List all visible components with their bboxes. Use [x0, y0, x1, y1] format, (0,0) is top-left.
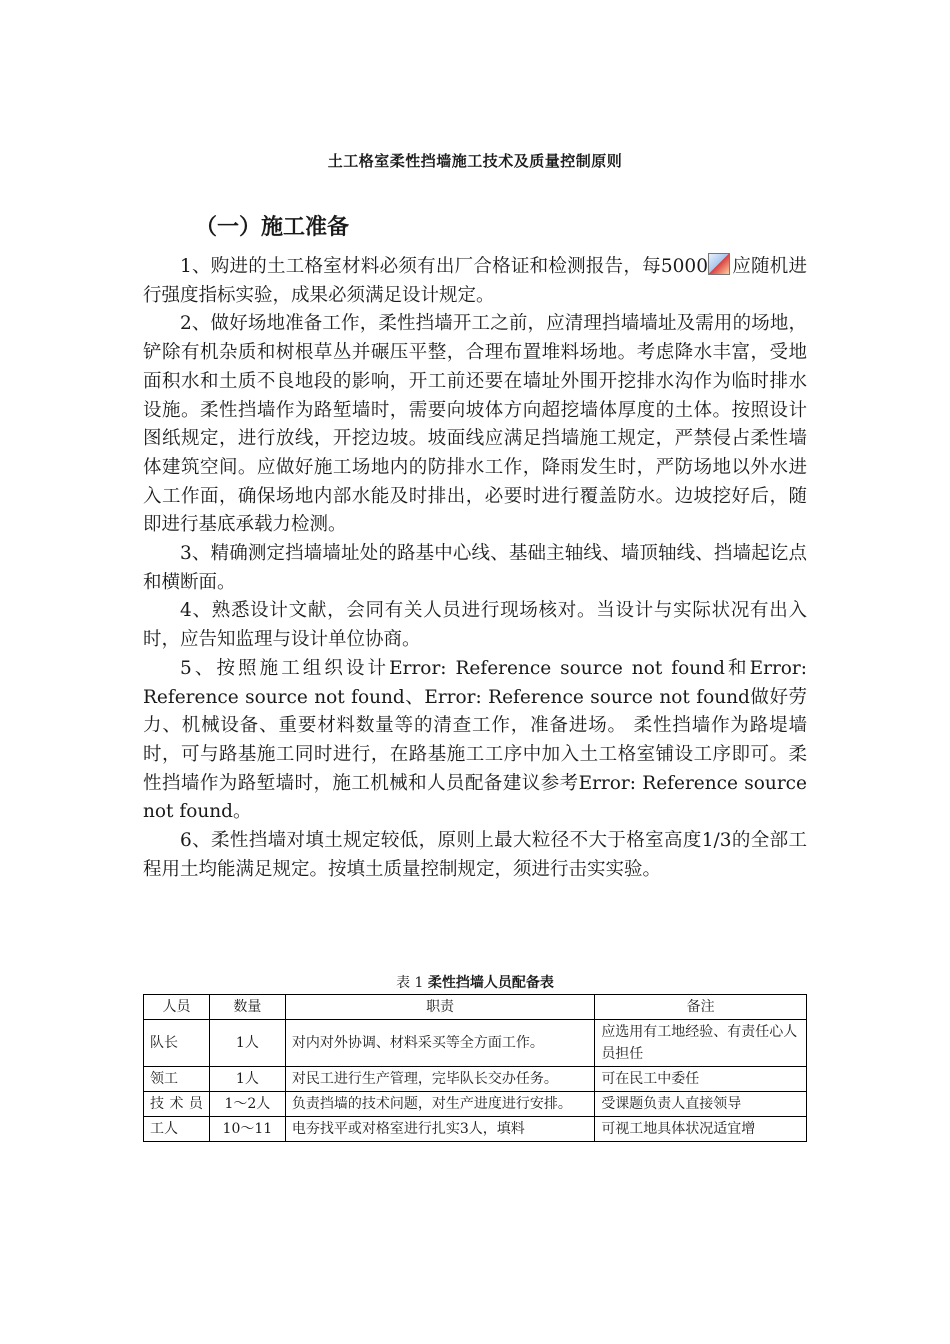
cell-duty: 对内对外协调、材料采买等全方面工作。 [285, 1020, 594, 1067]
paragraph-1 [143, 253, 807, 310]
paragraph-5: 5、按照施工组织设计Error: Reference source not found和Error: Reference source not found、Error: Reference source not found做好劳力、机械设备、重要材料数量等的清查工作，准备进场。 柔性挡墙作为路堤墙时，可与路基施工同时进行，在路基施工工序中加入土工格室铺设工序即可。柔性挡墙作为路堑墙时，施工机械和人员配备建议参考Error: Reference source not found。 [143, 657, 807, 823]
cell-note: 应选用有工地经验、有责任心人员担任 [595, 1020, 807, 1067]
cell-role: 队长 [144, 1020, 210, 1067]
cell-role: 领工 [144, 1067, 210, 1092]
paragraph-1-text-after: 应随机进行强度指标实验，成果必须满足设计规定。 [143, 256, 807, 306]
cell-count: 1人 [209, 1020, 285, 1067]
staffing-table [143, 994, 807, 1142]
paragraph-2: 2、做好场地准备工作，柔性挡墙开工之前，应清理挡墙墙址及需用的场地，铲除有机杂质和树根草丛并碾压平整，合理布置堆料场地。考虑降水丰富，受地面积水和土质不良地段的影响，开工前还要在墙址外围开挖排水沟作为临时排水设施。柔性挡墙作为路堑墙时，需要向坡体方向超挖墙体厚度的土体。按照设计图纸规定，进行放线，开挖边坡。坡面线应满足挡墙施工规定，严禁侵占柔性墙体建筑空间。应做好施工场地内的防排水工作，降雨发生时，严防场地以外水进入工作面，确保场地内部水能及时排出，必要时进行覆盖防水。边坡挖好后，随即进行基底承载力检测。 [143, 313, 807, 536]
paragraph-1-text-before: 1、购进的土工格室材料必须有出厂合格证和检测报告，每5000 [180, 256, 708, 277]
cell-note: 受课题负责人直接领导 [595, 1092, 807, 1117]
table-caption-title: 柔性挡墙人员配备表 [427, 975, 554, 991]
cell-duty: 对民工进行生产管理，完毕队长交办任务。 [285, 1067, 594, 1092]
header-count: 数量 [209, 995, 285, 1020]
table-row [144, 1067, 807, 1092]
document-body [143, 253, 807, 884]
paragraph-6: 6、柔性挡墙对填土规定较低，原则上最大粒径不大于格室高度1/3的全部工程用土均能满足规定。按填土质量控制规定，须进行击实实验。 [143, 830, 807, 880]
header-role: 人员 [144, 995, 210, 1020]
document-title: 土工格室柔性挡墙施工技术及质量控制原则 [327, 152, 623, 170]
cell-duty: 负责挡墙的技术问题，对生产进度进行安排。 [285, 1092, 594, 1117]
paragraph-3: 3、精确测定挡墙墙址处的路基中心线、基础主轴线、墙顶轴线、挡墙起讫点和横断面。 [143, 543, 807, 593]
broken-image-icon [708, 253, 730, 275]
cell-count: 10～11 [209, 1117, 285, 1142]
table-caption [0, 972, 950, 992]
cell-duty: 电夯找平或对格室进行扎实3人，填料 [285, 1117, 594, 1142]
table-header-row [144, 995, 807, 1020]
cell-count: 1～2人 [209, 1092, 285, 1117]
cell-count: 1人 [209, 1067, 285, 1092]
table-row [144, 1020, 807, 1067]
table-row [144, 1092, 807, 1117]
header-duty: 职责 [285, 995, 594, 1020]
paragraph-4: 4、熟悉设计文献，会同有关人员进行现场核对。当设计与实际状况有出入时，应告知监理与设计单位协商。 [143, 600, 807, 651]
header-note: 备注 [595, 995, 807, 1020]
cell-role: 工人 [144, 1117, 210, 1142]
section-heading: （一）施工准备 [195, 214, 350, 240]
table-row [144, 1117, 807, 1142]
cell-note: 可在民工中委任 [595, 1067, 807, 1092]
table-caption-prefix: 表 1 [396, 975, 424, 991]
cell-note: 可视工地具体状况适宜增 [595, 1117, 807, 1142]
cell-role: 技术员 [144, 1092, 210, 1117]
